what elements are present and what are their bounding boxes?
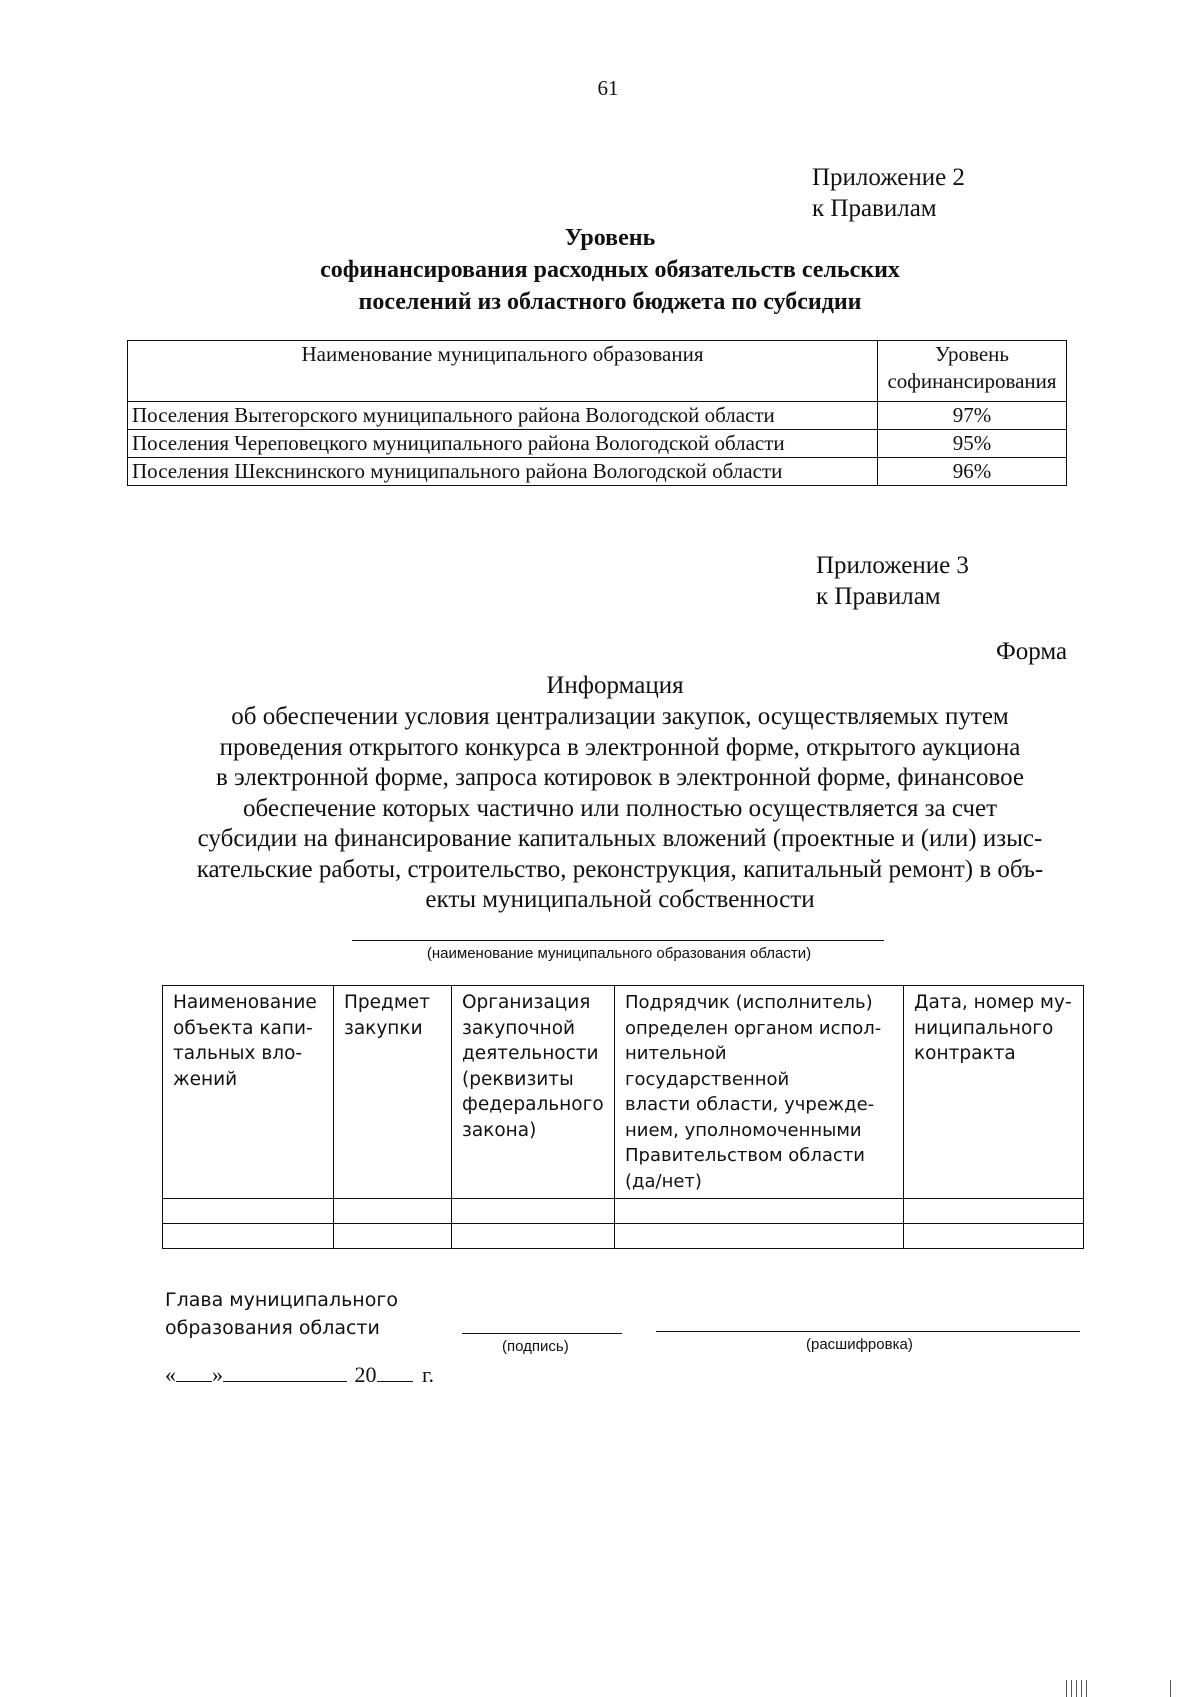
info-line: субсидии на финансирование капитальных вложений (проектные и (или) изыс- [197,825,1043,852]
header-text: (реквизиты [462,1068,574,1090]
form-label: Форма [996,638,1068,665]
header-contractor [615,986,904,1199]
date-row [165,1362,434,1388]
empty-cell [163,1199,334,1224]
header-text: Правительством области [625,1145,866,1166]
header-text: объекта капи- [173,1017,313,1039]
page-number: 61 [597,76,619,100]
info-title: Информация [546,672,684,699]
info-line: об обеспечении условия централизации закупок, осуществляемых путем [231,703,1009,730]
table-row [128,458,1067,486]
cofinancing-title-line3: поселений из областного бюджета по субсидии [358,289,862,315]
header-contract-date-number [904,986,1084,1199]
info-line: обеспечение которых частично или полностью осуществляется за счет [242,794,998,822]
cofinancing-title [0,222,1200,318]
info-body [150,702,1090,916]
appendix-2-label [812,162,965,224]
scan-edge-mark-right [1170,1680,1171,1697]
header-level-line2: софинансирования [887,369,1057,393]
empty-cell [904,1199,1084,1224]
row-municipality-name: Поселения Череповецкого муниципального района Вологодской области [128,430,878,458]
row-level: 95% [878,430,1067,458]
head-of-municipality [165,1286,398,1342]
appendix-3-line2: к Правилам [816,583,941,610]
cofinancing-title-line2: софинансирования расходных обязательств сельских [320,257,900,283]
empty-cell [615,1199,904,1224]
table-row [163,1224,1084,1249]
header-text: федерального [462,1094,604,1115]
header-text: деятельности [462,1043,599,1064]
header-level-line1: Уровень [935,342,1009,366]
scan-edge-marks [1066,1680,1090,1697]
month-blank [223,1381,347,1382]
year-suffix: г. [422,1362,435,1387]
header-text: нительной государственной [625,1043,790,1090]
head-line1: Глава муниципального [165,1289,398,1311]
row-municipality-name: Поселения Шекснинского муниципального района Вологодской области [128,458,878,486]
header-procurement-subject [334,986,452,1199]
header-text: Подрядчик (исполнитель) [625,992,873,1013]
header-text: ниципального [914,1017,1054,1039]
header-procurement-organization [452,986,615,1199]
signature-line [462,1333,622,1334]
row-level: 97% [878,402,1067,430]
appendix-3-line1: Приложение 3 [816,552,969,579]
table-row [128,430,1067,458]
info-line: кательские работы, строительство, реконструкция, капитальный ремонт) в объ- [196,855,1044,883]
table-row [163,1199,1084,1224]
decode-line [656,1331,1080,1332]
header-text: Дата, номер му- [914,992,1072,1013]
header-text: контракта [914,1043,1016,1064]
cofinancing-header-row [128,341,1067,402]
header-text: закона) [462,1119,537,1141]
empty-cell [163,1224,334,1249]
header-text: нием, уполномоченными [625,1119,862,1141]
cofinancing-title-line1: Уровень [564,225,656,251]
info-line: в электронной форме, запроса котировок в электронной форме, финансовое [216,764,1024,791]
header-cofinancing-level [878,341,1067,402]
table-row [128,402,1067,430]
empty-cell [334,1224,452,1249]
empty-cell [904,1224,1084,1249]
appendix-2-line2: к Правилам [812,195,937,222]
header-text: (да/нет) [625,1170,702,1192]
municipality-name-line [352,940,884,941]
header-text: тальных вло- [173,1043,303,1064]
municipality-caption: (наименование муниципального образования области) [426,945,812,962]
year-blank [377,1381,413,1382]
info-line: проведения открытого конкурса в электронной форме, открытого аукциона [219,733,1021,761]
day-blank [176,1381,212,1382]
empty-cell [334,1199,452,1224]
header-text: определен органом испол- [625,1017,882,1039]
header-text: Организация [462,992,591,1013]
header-text: жений [173,1068,238,1090]
row-municipality-name: Поселения Вытегорского муниципального района Вологодской области [128,402,878,430]
appendix-3-label [816,550,969,612]
header-object-name [163,986,334,1199]
header-text: закупки [344,1017,423,1039]
header-text: власти области, учрежде- [625,1094,875,1115]
empty-cell [452,1199,615,1224]
signature-caption: (подпись) [502,1338,569,1355]
decode-caption: (расшифровка) [806,1336,913,1353]
header-text: закупочной [462,1017,576,1039]
header-text: Предмет [344,992,430,1013]
empty-cell [615,1224,904,1249]
procurement-header-row [163,986,1084,1199]
header-municipality-name: Наименование муниципального образования [128,341,878,402]
appendix-2-line1: Приложение 2 [812,164,965,191]
procurement-table [162,985,1084,1249]
head-line2: образования области [165,1317,380,1339]
year-prefix: 20 [354,1362,377,1387]
date-quote-open: « [165,1362,176,1387]
cofinancing-table [127,340,1067,486]
date-quote-close: » [212,1362,223,1387]
empty-cell [452,1224,615,1249]
info-line: екты муниципальной собственности [425,886,815,913]
row-level: 96% [878,458,1067,486]
header-text: Наименование [173,992,317,1013]
